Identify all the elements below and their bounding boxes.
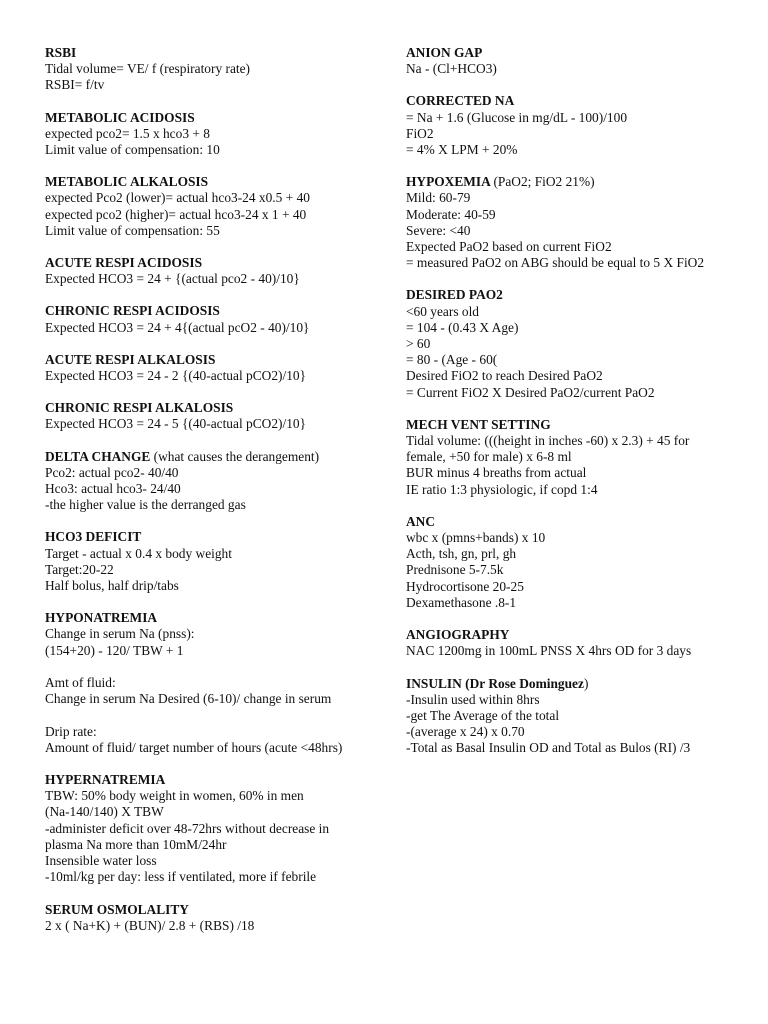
section-line: -the higher value is the derranged gas	[45, 497, 246, 513]
section-chronic-respi-alkalosis	[45, 400, 385, 432]
section-line: TBW: 50% body weight in women, 60% in men	[45, 788, 304, 804]
heading-title-close: )	[583, 675, 589, 691]
section-heading: ANGIOGRAPHY	[406, 627, 510, 643]
section-anc	[406, 514, 751, 611]
section-line: expected pco2= 1.5 x hco3 + 8	[45, 125, 210, 141]
section-line: Acth, tsh, gn, prl, gh	[406, 546, 517, 562]
section-line: (154+20) - 120/ TBW + 1	[45, 642, 184, 658]
section-heading: METABOLIC ALKALOSIS	[45, 174, 209, 190]
section-line: Dexamethasone .8-1	[406, 594, 517, 610]
section-line: > 60	[406, 336, 431, 352]
section-line: BUR minus 4 breaths from actual	[406, 465, 587, 481]
section-hypernatremia	[45, 772, 385, 885]
section-line: Na - (Cl+HCO3)	[406, 61, 497, 77]
heading-title: HYPOXEMIA	[406, 174, 491, 190]
section-line: Expected HCO3 = 24 + {(actual pco2 - 40)/10}	[45, 271, 300, 287]
section-line: Change in serum Na (pnss):	[45, 626, 195, 642]
section-heading: SERUM OSMOLALITY	[45, 901, 189, 917]
section-hyponatremia	[45, 610, 385, 756]
section-heading: ANION GAP	[406, 45, 483, 60]
section-heading: DESIRED PAO2	[406, 287, 503, 303]
section-line: (Na-140/140) X TBW	[45, 804, 164, 820]
section-heading: ANC	[406, 513, 436, 529]
section-heading: MECH VENT SETTING	[406, 416, 551, 432]
section-line: RSBI= f/tv	[45, 77, 105, 93]
section-line: -Insulin used within 8hrs	[406, 691, 540, 707]
section-line: Pco2: actual pco2- 40/40	[45, 464, 179, 480]
section-line: Target:20-22	[45, 561, 114, 577]
section-line: Drip rate:	[45, 723, 97, 739]
section-heading: CHRONIC RESPI ACIDOSIS	[45, 303, 220, 319]
section-metabolic-acidosis	[45, 110, 385, 159]
section-line: -get The Average of the total	[406, 707, 560, 723]
section-line: Amt of fluid:	[45, 675, 116, 691]
section-line: -administer deficit over 48-72hrs without decrease in	[45, 820, 330, 836]
section-hypoxemia	[406, 174, 751, 271]
section-mech-vent-setting	[406, 417, 751, 498]
section-line: 2 x ( Na+K) + (BUN)/ 2.8 + (RBS) /18	[45, 917, 255, 933]
section-anion-gap	[406, 45, 751, 77]
blank-line	[45, 659, 385, 675]
section-line: -Total as Basal Insulin OD and Total as Bulos (RI) /3	[406, 740, 691, 756]
section-line: Prednisone 5-7.5k	[406, 562, 504, 578]
section-insulin	[406, 676, 751, 757]
section-chronic-respi-acidosis	[45, 303, 385, 335]
section-line: Expected HCO3 = 24 + 4{(actual pcO2 - 40)/10}	[45, 319, 310, 335]
section-hco3-deficit	[45, 529, 385, 594]
section-line: Mild: 60-79	[406, 190, 471, 206]
section-line: Target - actual x 0.4 x body weight	[45, 545, 232, 561]
section-line: Expected PaO2 based on current FiO2	[406, 239, 612, 255]
section-line: Limit value of compensation: 55	[45, 222, 220, 238]
section-line: = 4% X LPM + 20%	[406, 142, 518, 158]
section-heading: CHRONIC RESPI ALKALOSIS	[45, 400, 234, 416]
section-line: -10ml/kg per day: less if ventilated, more if febrile	[45, 869, 317, 885]
section-line: Expected HCO3 = 24 - 5 {(40-actual pCO2)/10}	[45, 416, 307, 432]
section-line: Amount of fluid/ target number of hours (acute <48hrs)	[45, 739, 343, 755]
section-metabolic-alkalosis	[45, 174, 385, 239]
section-line: = 80 - (Age - 60(	[406, 352, 498, 368]
section-heading: ACUTE RESPI ALKALOSIS	[45, 351, 216, 367]
section-heading	[45, 449, 385, 465]
heading-subtitle: (what causes the derangement)	[153, 448, 320, 464]
heading-title: INSULIN (Dr Rose Dominguez	[406, 675, 584, 691]
section-rsbi	[45, 45, 385, 94]
section-heading: CORRECTED NA	[406, 93, 515, 109]
blank-line	[45, 707, 385, 723]
section-line: -(average x 24) x 0.70	[406, 724, 525, 740]
section-line: = measured PaO2 on ABG should be equal to 5 X FiO2	[406, 255, 705, 271]
section-line: = Current FiO2 X Desired PaO2/current PaO2	[406, 384, 655, 400]
section-acute-respi-alkalosis	[45, 352, 385, 384]
section-line: = 104 - (0.43 X Age)	[406, 319, 519, 335]
section-line: Insensible water loss	[45, 853, 157, 869]
section-line: NAC 1200mg in 100mL PNSS X 4hrs OD for 3 days	[406, 643, 692, 659]
section-heading: ACUTE RESPI ACIDOSIS	[45, 255, 203, 271]
section-heading	[406, 676, 751, 692]
section-heading: METABOLIC ACIDOSIS	[45, 109, 195, 125]
left-column	[45, 45, 385, 950]
heading-title: DELTA CHANGE	[45, 448, 151, 464]
section-heading: HYPERNATREMIA	[45, 772, 166, 788]
section-line: Tidal volume= VE/ f (respiratory rate)	[45, 61, 251, 77]
section-delta-change	[45, 449, 385, 514]
section-line: Limit value of compensation: 10	[45, 142, 220, 158]
section-line: plasma Na more than 10mM/24hr	[45, 836, 227, 852]
section-acute-respi-acidosis	[45, 255, 385, 287]
section-heading	[406, 174, 751, 190]
section-line: expected pco2 (higher)= actual hco3-24 x 1 + 40	[45, 206, 307, 222]
section-desired-pao2	[406, 287, 751, 400]
section-corrected-na	[406, 93, 751, 158]
section-line: female, +50 for male) x 6-8 ml	[406, 449, 572, 465]
section-angiography	[406, 627, 751, 659]
section-line: FiO2	[406, 125, 434, 141]
section-line: Moderate: 40-59	[406, 206, 496, 222]
section-line: = Na + 1.6 (Glucose in mg/dL - 100)/100	[406, 109, 628, 125]
section-line: Expected HCO3 = 24 - 2 {(40-actual pCO2)/10}	[45, 368, 307, 384]
section-heading: HYPONATREMIA	[45, 610, 158, 626]
section-line: IE ratio 1:3 physiologic, if copd 1:4	[406, 481, 598, 497]
section-line: <60 years old	[406, 303, 480, 319]
section-line: Hco3: actual hco3- 24/40	[45, 481, 181, 497]
section-line: expected Pco2 (lower)= actual hco3-24 x0.5 + 40	[45, 190, 310, 206]
section-serum-osmolality	[45, 902, 385, 934]
section-heading: RSBI	[45, 45, 77, 60]
section-line: wbc x (pmns+bands) x 10	[406, 530, 546, 546]
section-line: Desired FiO2 to reach Desired PaO2	[406, 368, 603, 384]
right-column	[406, 45, 751, 773]
section-line: Severe: <40	[406, 222, 471, 238]
section-line: Hydrocortisone 20-25	[406, 578, 524, 594]
heading-subtitle: (PaO2; FiO2 21%)	[493, 174, 595, 190]
section-line: Change in serum Na Desired (6-10)/ change in serum	[45, 691, 332, 707]
section-line: Half bolus, half drip/tabs	[45, 578, 179, 594]
section-heading: HCO3 DEFICIT	[45, 529, 142, 545]
section-line: Tidal volume: (((height in inches -60) x 2.3) + 45 for	[406, 433, 690, 449]
